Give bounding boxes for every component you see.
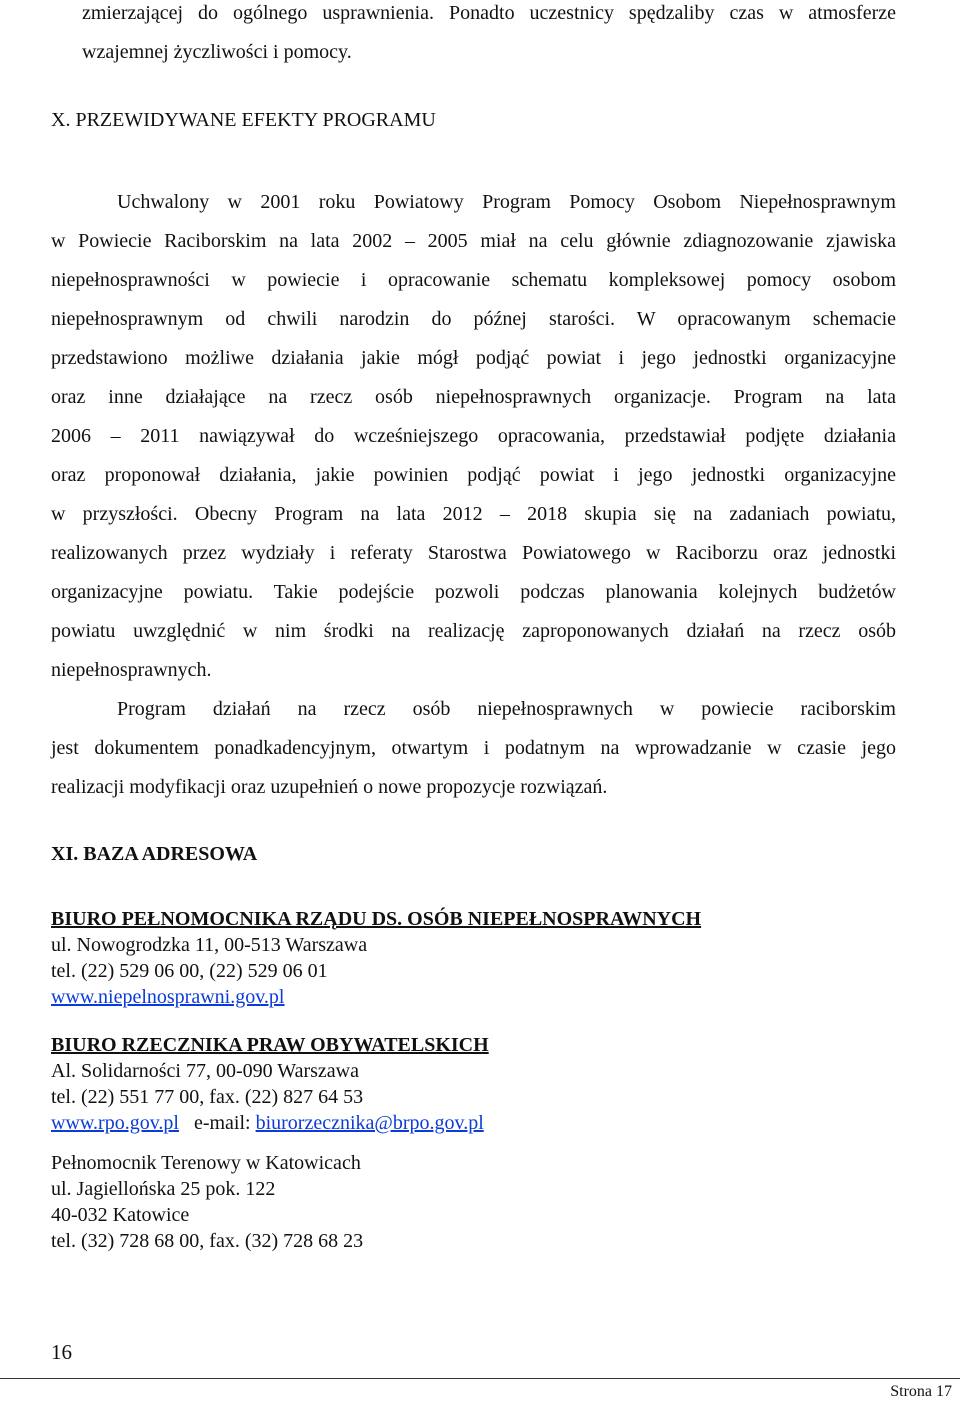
block3-city: 40-032 Katowice [51, 1204, 190, 1226]
para1-line: niepełnosprawnych. [51, 659, 212, 681]
block2-email-link[interactable]: biurorzecznika@brpo.gov.pl [255, 1112, 484, 1134]
para1-line: Uchwalony w 2001 roku Powiatowy Program Pomocy Osobom Niepełnosprawnym [117, 191, 896, 213]
footer-page-label: Strona 17 [890, 1383, 952, 1400]
intro-line-1: zmierzającej do ogólnego usprawnienia. Ponadto uczestnicy spędzaliby czas w atmosferze [82, 2, 896, 24]
para1-line: 2006 – 2011 nawiązywał do wcześniejszego opracowania, przedstawiał podjęte działania [51, 425, 896, 447]
block3-phone: tel. (32) 728 68 00, fax. (32) 728 68 23 [51, 1230, 364, 1252]
para1-line: powiatu uwzględnić w nim środki na realizację zaproponowanych działań na rzecz osób [51, 620, 896, 642]
address-block-pelnomocnik [51, 906, 701, 1010]
block1-street: ul. Nowogrodzka 11, 00-513 Warszawa [51, 934, 368, 956]
block2-email-label: e-mail: [193, 1112, 251, 1134]
block3-street: ul. Jagiellońska 25 pok. 122 [51, 1178, 276, 1200]
intro-paragraph [82, 0, 896, 72]
para1-line: przedstawiono możliwe działania jakie mógł podjąć powiat i jego jednostki organizacyjne [51, 347, 896, 369]
block2-street: Al. Solidarności 77, 00-090 Warszawa [51, 1060, 359, 1082]
para2-line: jest dokumentem ponadkadencyjnym, otwartym i podatnym na wprowadzanie w czasie jego [51, 737, 896, 759]
para1-line: niepełnosprawnym od chwili narodzin do późnej starości. W opracowanym schemacie [51, 308, 896, 330]
para1-line: oraz proponował działania, jakie powinien podjąć powiat i jego jednostki organizacyjne [51, 464, 896, 486]
block2-heading: BIURO RZECZNIKA PRAW OBYWATELSKICH [51, 1034, 489, 1056]
para2-line: realizacji modyfikacji oraz uzupełnień o nowe propozycje rozwiązań. [51, 776, 608, 798]
footer-divider [0, 1378, 960, 1379]
para1-line: organizacyjne powiatu. Takie podejście pozwoli podczas planowania kolejnych budżetów [51, 581, 896, 603]
block3-name: Pełnomocnik Terenowy w Katowicach [51, 1152, 361, 1174]
page-number: 16 [51, 1340, 72, 1364]
address-block-katowice [51, 1150, 363, 1254]
para2-line: Program działań na rzecz osób niepełnosprawnych w powiecie raciborskim [117, 698, 896, 720]
address-block-rzecznik [51, 1032, 489, 1136]
para1-line: oraz inne działające na rzecz osób niepełnosprawnych organizacje. Program na lata [51, 386, 896, 408]
block1-phone: tel. (22) 529 06 00, (22) 529 06 01 [51, 960, 328, 982]
section-xi-title: XI. BAZA ADRESOWA [51, 843, 258, 865]
block1-heading: BIURO PEŁNOMOCNIKA RZĄDU DS. OSÓB NIEPEŁNOSPRAWNYCH [51, 908, 702, 930]
section-x-title: X. PRZEWIDYWANE EFEKTY PROGRAMU [51, 109, 436, 131]
block1-website-link[interactable]: www.niepelnosprawni.gov.pl [51, 986, 285, 1008]
intro-line-2: wzajemnej życzliwości i pomocy. [82, 41, 352, 63]
para1-line: niepełnosprawności w powiecie i opracowanie schematu kompleksowej pomocy osobom [51, 269, 896, 291]
para1-line: realizowanych przez wydziały i referaty Starostwa Powiatowego w Raciborzu oraz jednostki [51, 542, 896, 564]
para1-line: w przyszłości. Obecny Program na lata 2012 – 2018 skupia się na zadaniach powiatu, [51, 503, 896, 525]
section-x-body [51, 183, 896, 807]
block2-phone: tel. (22) 551 77 00, fax. (22) 827 64 53 [51, 1086, 364, 1108]
para1-line: w Powiecie Raciborskim na lata 2002 – 2005 miał na celu głównie zdiagnozowanie zjawiska [51, 230, 896, 252]
block2-website-link[interactable]: www.rpo.gov.pl [51, 1112, 179, 1134]
